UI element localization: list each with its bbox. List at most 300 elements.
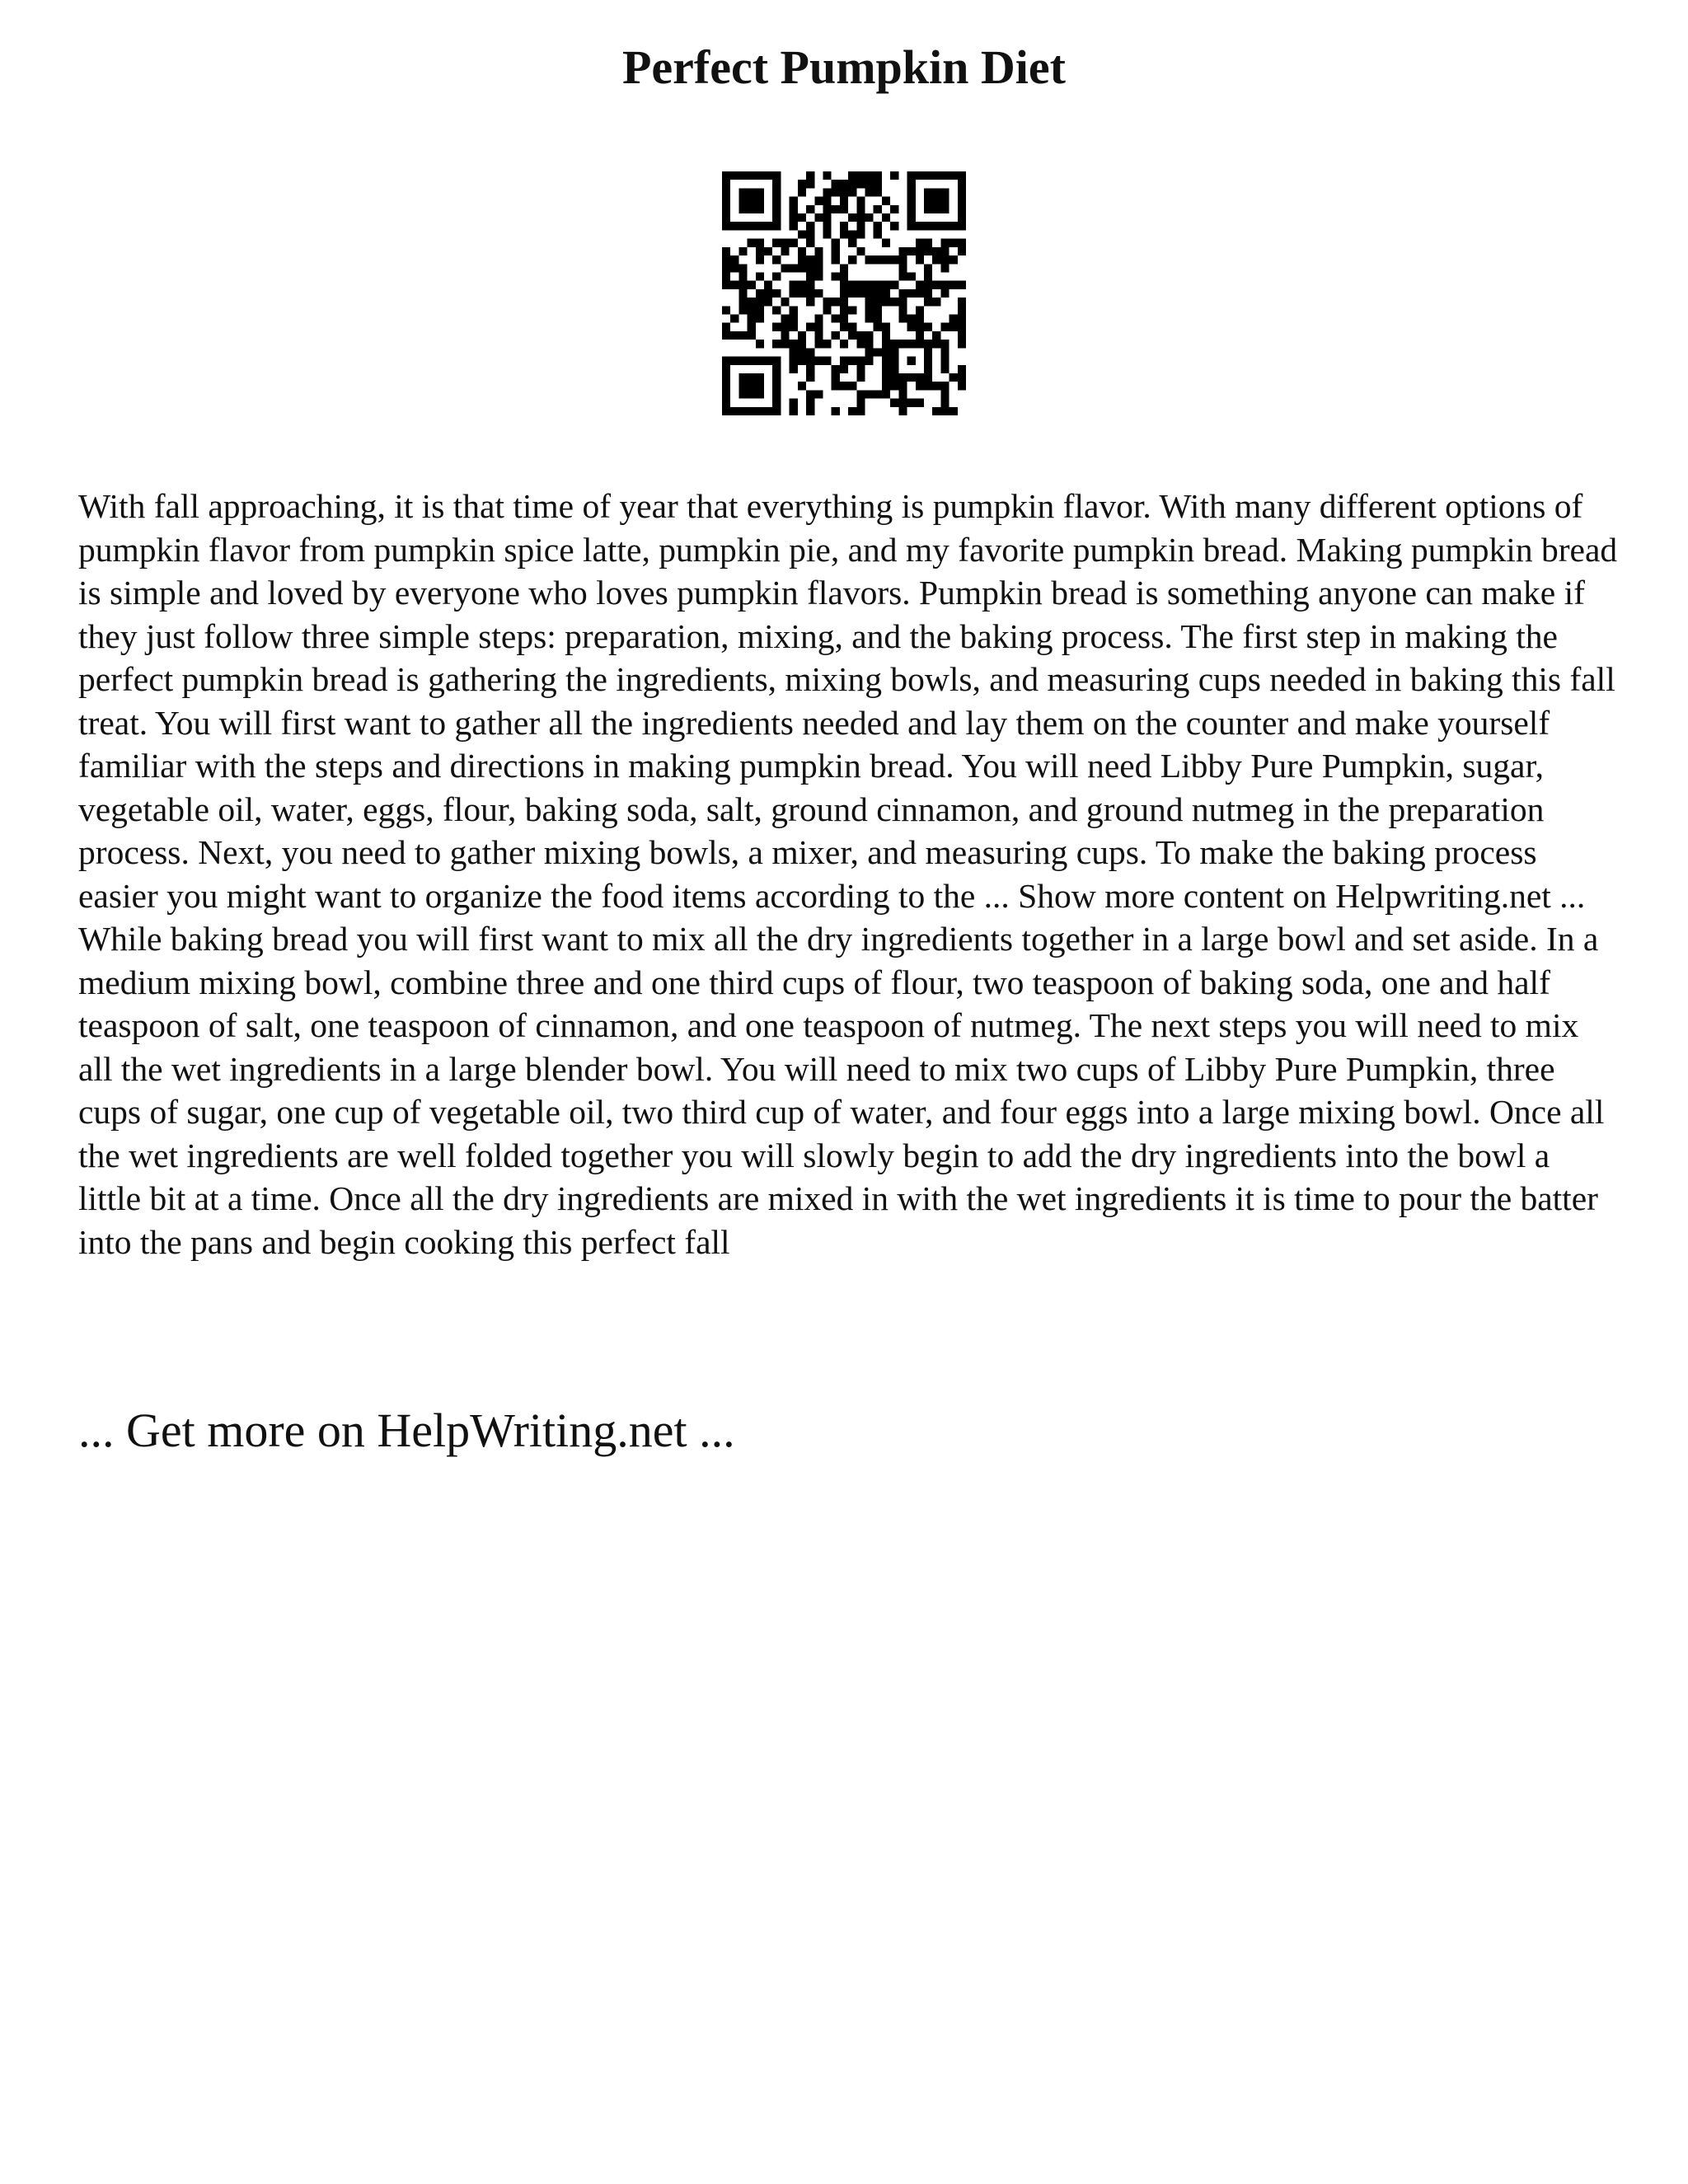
qr-module [756, 239, 764, 247]
qr-module [856, 407, 865, 415]
qr-module [882, 382, 890, 390]
qr-module [840, 306, 848, 314]
qr-module [848, 188, 856, 196]
qr-module [772, 197, 781, 205]
qr-module [832, 239, 840, 247]
qr-module [756, 390, 764, 398]
qr-module [916, 373, 924, 382]
qr-module [907, 323, 916, 331]
qr-module [840, 281, 848, 289]
qr-module [932, 281, 940, 289]
qr-module [907, 188, 916, 196]
qr-module [856, 340, 865, 348]
qr-module [882, 365, 890, 373]
qr-module [958, 247, 966, 255]
qr-module [832, 255, 840, 264]
qr-module [916, 399, 924, 407]
qr-module [940, 323, 949, 331]
qr-module [722, 323, 730, 331]
qr-module [806, 230, 814, 238]
qr-module [865, 315, 874, 323]
qr-module [840, 188, 848, 196]
qr-module [840, 197, 848, 205]
qr-module [756, 197, 764, 205]
qr-module [958, 306, 966, 314]
qr-module [756, 188, 764, 196]
qr-module [738, 298, 747, 306]
qr-module [924, 264, 932, 272]
qr-module [814, 213, 823, 222]
qr-module [823, 222, 831, 230]
qr-module [924, 357, 932, 365]
qr-module [798, 281, 806, 289]
qr-module [722, 373, 730, 382]
qr-module [940, 255, 949, 264]
qr-module [756, 407, 764, 415]
qr-module [874, 255, 882, 264]
qr-module [924, 340, 932, 348]
qr-module [932, 205, 940, 213]
qr-module [907, 197, 916, 205]
qr-module [790, 306, 798, 314]
qr-module [756, 315, 764, 323]
qr-module [940, 264, 949, 272]
qr-module [748, 205, 756, 213]
qr-module [798, 180, 806, 188]
qr-module [840, 357, 848, 365]
qr-module [756, 272, 764, 280]
qr-module [848, 323, 856, 331]
qr-module [916, 289, 924, 298]
qr-module [882, 197, 890, 205]
qr-module [932, 188, 940, 196]
qr-module [907, 205, 916, 213]
qr-module [806, 407, 814, 415]
qr-module [898, 272, 907, 280]
qr-module [764, 222, 772, 230]
qr-module [865, 348, 874, 356]
qr-module [756, 340, 764, 348]
qr-module [730, 222, 738, 230]
qr-module [950, 281, 958, 289]
qr-module [907, 213, 916, 222]
qr-module [890, 255, 898, 264]
qr-module [856, 222, 865, 230]
qr-module [958, 298, 966, 306]
qr-module [916, 171, 924, 180]
qr-module [781, 323, 789, 331]
qr-module [772, 205, 781, 213]
qr-module [806, 348, 814, 356]
qr-module [806, 264, 814, 272]
qr-module [958, 315, 966, 323]
qr-module [823, 188, 831, 196]
qr-module [848, 382, 856, 390]
qr-module [772, 272, 781, 280]
qr-module [823, 213, 831, 222]
qr-module [882, 239, 890, 247]
qr-module [764, 171, 772, 180]
qr-module [806, 323, 814, 331]
qr-module [932, 382, 940, 390]
qr-module [730, 357, 738, 365]
qr-module [798, 348, 806, 356]
qr-module [814, 272, 823, 280]
qr-module [882, 213, 890, 222]
qr-module [958, 213, 966, 222]
qr-module [781, 331, 789, 340]
qr-module [722, 222, 730, 230]
qr-module [748, 357, 756, 365]
qr-module [738, 289, 747, 298]
qr-module [958, 222, 966, 230]
qr-module [832, 188, 840, 196]
qr-module [958, 205, 966, 213]
qr-module [790, 357, 798, 365]
qr-module [748, 382, 756, 390]
qr-module [848, 331, 856, 340]
qr-module [916, 306, 924, 314]
qr-module [814, 289, 823, 298]
qr-module [865, 390, 874, 398]
qr-module [882, 373, 890, 382]
qr-module [806, 298, 814, 306]
qr-module [890, 171, 898, 180]
qr-module [940, 188, 949, 196]
qr-module [790, 205, 798, 213]
qr-module [738, 272, 747, 280]
qr-module [890, 399, 898, 407]
qr-module [950, 315, 958, 323]
qr-module [772, 365, 781, 373]
qr-module [907, 171, 916, 180]
qr-module [832, 382, 840, 390]
qr-module [840, 272, 848, 280]
qr-module [730, 315, 738, 323]
qr-module [882, 340, 890, 348]
qr-module [840, 365, 848, 373]
qr-module [924, 197, 932, 205]
qr-module [840, 289, 848, 298]
qr-module [958, 373, 966, 382]
qr-module [832, 272, 840, 280]
qr-module [798, 213, 806, 222]
qr-module [940, 407, 949, 415]
qr-module [814, 197, 823, 205]
qr-module [924, 281, 932, 289]
qr-module [790, 197, 798, 205]
qr-module [738, 264, 747, 272]
qr-module [806, 390, 814, 398]
qr-module [840, 180, 848, 188]
qr-module [890, 357, 898, 365]
qr-module [840, 205, 848, 213]
qr-module [772, 289, 781, 298]
qr-module [856, 365, 865, 373]
qr-module [756, 255, 764, 264]
qr-module [790, 348, 798, 356]
qr-module [832, 247, 840, 255]
qr-module [748, 407, 756, 415]
qr-module [865, 298, 874, 306]
qr-module [898, 289, 907, 298]
qr-module [958, 382, 966, 390]
qr-module [882, 331, 890, 340]
qr-module [907, 222, 916, 230]
qr-module [814, 255, 823, 264]
qr-module [882, 390, 890, 398]
qr-module [756, 306, 764, 314]
qr-module [916, 239, 924, 247]
qr-module [823, 306, 831, 314]
qr-module [874, 306, 882, 314]
qr-module [764, 407, 772, 415]
qr-module [722, 180, 730, 188]
qr-module [916, 382, 924, 390]
qr-module [865, 306, 874, 314]
qr-module [772, 340, 781, 348]
qr-module [814, 247, 823, 255]
qr-module [856, 289, 865, 298]
qr-module [856, 205, 865, 213]
qr-module [940, 357, 949, 365]
qr-module [748, 373, 756, 382]
qr-module [916, 222, 924, 230]
qr-module [748, 281, 756, 289]
qr-module [940, 239, 949, 247]
qr-module [814, 315, 823, 323]
qr-module [916, 340, 924, 348]
qr-module [932, 197, 940, 205]
qr-module [874, 281, 882, 289]
qr-module [940, 171, 949, 180]
qr-module [806, 289, 814, 298]
qr-module [814, 264, 823, 272]
qr-module [865, 340, 874, 348]
qr-module [882, 289, 890, 298]
qr-module [958, 365, 966, 373]
qr-module [722, 171, 730, 180]
qr-module [806, 272, 814, 280]
qr-module [730, 281, 738, 289]
qr-module [874, 298, 882, 306]
qr-module [907, 247, 916, 255]
qr-module [865, 281, 874, 289]
qr-module [916, 247, 924, 255]
qr-module [790, 239, 798, 247]
qr-module [907, 180, 916, 188]
qr-module [932, 171, 940, 180]
qr-module [924, 348, 932, 356]
qr-module [924, 298, 932, 306]
qr-module [722, 399, 730, 407]
qr-module [856, 247, 865, 255]
qr-module [874, 205, 882, 213]
qr-module [924, 205, 932, 213]
qr-module [874, 348, 882, 356]
qr-module [806, 205, 814, 213]
qr-module [874, 180, 882, 188]
qr-module [907, 399, 916, 407]
qr-module [865, 180, 874, 188]
qr-module [814, 323, 823, 331]
qr-module [898, 255, 907, 264]
qr-module [790, 365, 798, 373]
qr-module [781, 264, 789, 272]
qr-module [958, 239, 966, 247]
qr-module [738, 373, 747, 382]
qr-module [806, 357, 814, 365]
qr-module [722, 213, 730, 222]
qr-module [772, 180, 781, 188]
qr-module [950, 373, 958, 382]
qr-module [882, 357, 890, 365]
qr-module [738, 247, 747, 255]
qr-module [856, 213, 865, 222]
qr-module [882, 298, 890, 306]
qr-module [756, 171, 764, 180]
qr-module [730, 171, 738, 180]
qr-module [748, 222, 756, 230]
qr-module [806, 373, 814, 382]
qr-module [748, 315, 756, 323]
qr-module [806, 399, 814, 407]
qr-module [840, 340, 848, 348]
qr-module [848, 255, 856, 264]
qr-module [832, 180, 840, 188]
qr-module [790, 340, 798, 348]
qr-module [865, 188, 874, 196]
qr-module [823, 298, 831, 306]
qr-module [958, 180, 966, 188]
qr-module [898, 373, 907, 382]
qr-module [764, 247, 772, 255]
qr-module [772, 407, 781, 415]
qr-module [916, 323, 924, 331]
qr-module [950, 171, 958, 180]
qr-module [798, 255, 806, 264]
qr-module [730, 331, 738, 340]
qr-module [798, 331, 806, 340]
get-more-link[interactable]: ... Get more on HelpWriting.net ... [78, 1404, 735, 1457]
qr-module [950, 407, 958, 415]
qr-module [924, 247, 932, 255]
qr-module [924, 289, 932, 298]
qr-module [806, 171, 814, 180]
qr-module [940, 205, 949, 213]
qr-module [882, 281, 890, 289]
qr-module [806, 255, 814, 264]
qr-module [756, 357, 764, 365]
qr-module [790, 213, 798, 222]
qr-module [764, 281, 772, 289]
qr-module [958, 323, 966, 331]
qr-module [916, 331, 924, 340]
qr-module [916, 255, 924, 264]
qr-module [806, 180, 814, 188]
qr-module [924, 239, 932, 247]
qr-module [790, 222, 798, 230]
qr-module [772, 399, 781, 407]
qr-module [840, 230, 848, 238]
qr-module [848, 239, 856, 247]
qr-module [781, 298, 789, 306]
qr-module [874, 323, 882, 331]
qr-module [865, 331, 874, 340]
qr-module [823, 357, 831, 365]
qr-module [890, 281, 898, 289]
qr-module [738, 331, 747, 340]
qr-module [950, 255, 958, 264]
qr-module [924, 272, 932, 280]
qr-module [781, 315, 789, 323]
qr-module [772, 357, 781, 365]
qr-module [924, 171, 932, 180]
qr-module [748, 239, 756, 247]
qr-module [738, 407, 747, 415]
qr-module [890, 222, 898, 230]
qr-module [840, 315, 848, 323]
qr-module [848, 171, 856, 180]
qr-module [856, 197, 865, 205]
qr-module [924, 373, 932, 382]
qr-module [865, 213, 874, 222]
qr-module [890, 205, 898, 213]
qr-module [832, 298, 840, 306]
qr-module [823, 197, 831, 205]
qr-module [848, 407, 856, 415]
qr-module [840, 298, 848, 306]
qr-module [722, 255, 730, 264]
qr-module [738, 197, 747, 205]
qr-module [756, 298, 764, 306]
qr-module [748, 188, 756, 196]
qr-module [898, 390, 907, 398]
qr-module [722, 306, 730, 314]
qr-module [772, 373, 781, 382]
qr-module [940, 197, 949, 205]
qr-module [958, 197, 966, 205]
qr-module [856, 230, 865, 238]
qr-module [898, 407, 907, 415]
qr-module [950, 323, 958, 331]
qr-module [814, 340, 823, 348]
qr-module [882, 348, 890, 356]
qr-module [856, 281, 865, 289]
qr-module [772, 382, 781, 390]
qr-module [772, 390, 781, 398]
qr-module [772, 213, 781, 222]
qr-module [848, 180, 856, 188]
qr-module [940, 289, 949, 298]
qr-module [890, 348, 898, 356]
qr-module [898, 306, 907, 314]
qr-module [738, 171, 747, 180]
qr-module [772, 239, 781, 247]
qr-module [738, 281, 747, 289]
qr-module [856, 357, 865, 365]
qr-module [798, 188, 806, 196]
page-title: Perfect Pumpkin Diet [622, 40, 1066, 94]
qr-module [932, 298, 940, 306]
qr-module [874, 188, 882, 196]
qr-module [856, 331, 865, 340]
qr-module [932, 331, 940, 340]
qr-module [748, 306, 756, 314]
qr-module [940, 365, 949, 373]
qr-module [722, 357, 730, 365]
qr-module [907, 272, 916, 280]
